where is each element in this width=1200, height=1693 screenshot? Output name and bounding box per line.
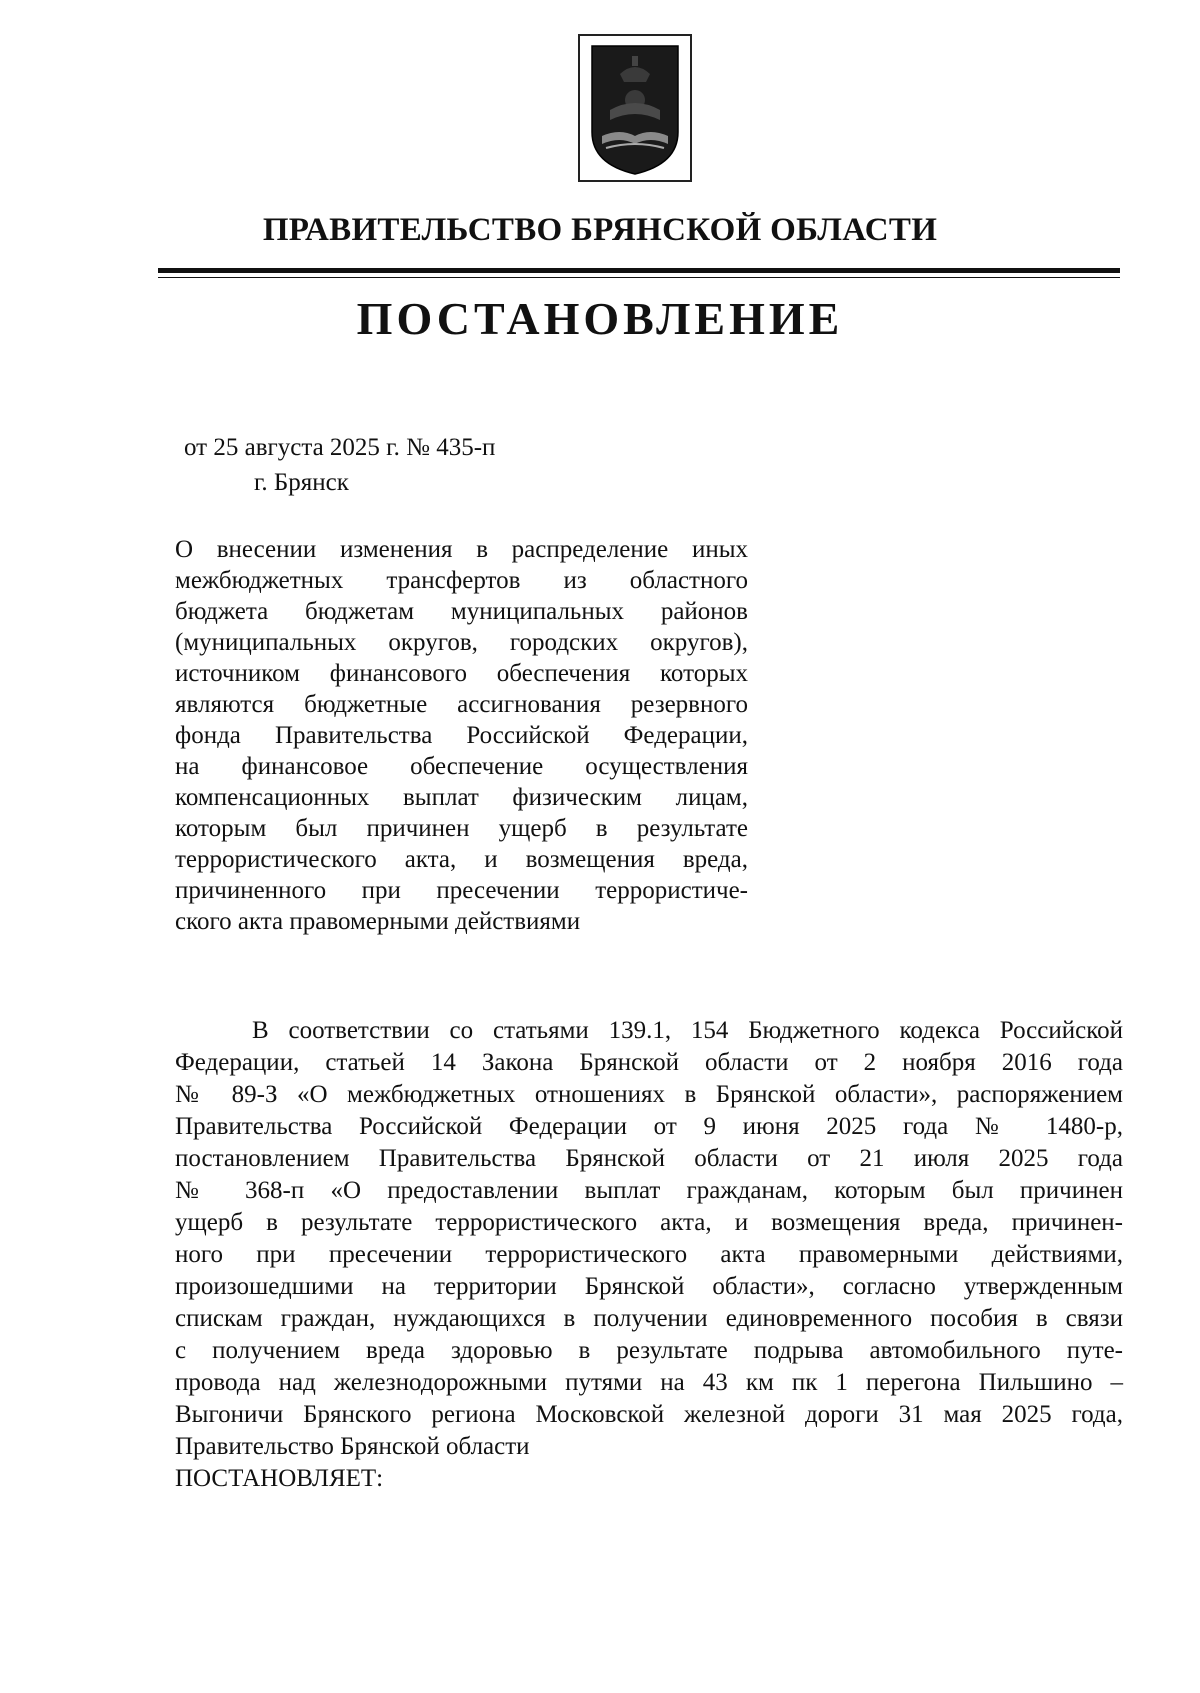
subject-line: бюджета бюджетам муниципальных районов	[175, 598, 748, 625]
subject-line: фонда Правительства Российской Федерации,	[175, 722, 748, 749]
body-line: спискам граждан, нуждающихся в получении единовременного пособия в связи	[175, 1305, 1123, 1332]
subject-line: которым был причинен ущерб в результате	[175, 815, 748, 842]
body-line: ущерб в результате террористического акта, и возмещения вреда, причинен-	[175, 1209, 1123, 1236]
document-body	[175, 1015, 1123, 1495]
subject-line: террористического акта, и возмещения вреда,	[175, 846, 748, 873]
subject-line: О внесении изменения в распределение иных	[175, 536, 748, 563]
document-subject	[175, 534, 748, 937]
body-line: провода над железнодорожными путями на 43 км пк 1 перегона Пильшино –	[175, 1369, 1123, 1396]
city-name: г. Брянск	[254, 469, 349, 496]
body-line: Правительства Российской Федерации от 9 июня 2025 года № 1480-р,	[175, 1113, 1123, 1140]
body-line: Выгоничи Брянского региона Московской железной дороги 31 мая 2025 года,	[175, 1401, 1123, 1428]
subject-line: источником финансового обеспечения которых	[175, 660, 748, 687]
body-line: Правительство Брянской области	[175, 1433, 530, 1460]
document-type-title: ПОСТАНОВЛЕНИЕ	[356, 293, 844, 344]
subject-line: являются бюджетные ассигнования резервного	[175, 691, 748, 718]
subject-line: ского акта правомерными действиями	[175, 908, 581, 935]
bryansk-coat-of-arms-icon	[580, 36, 690, 180]
subject-line: (муниципальных округов, городских округов),	[175, 629, 748, 656]
coat-of-arms-emblem	[578, 34, 692, 182]
body-line: с получением вреда здоровью в результате подрыва автомобильного путе-	[175, 1337, 1123, 1364]
body-line: № 89-З «О межбюджетных отношениях в Брянской области», распоряжением	[175, 1081, 1123, 1108]
subject-line: на финансовое обеспечение осуществления	[175, 753, 748, 780]
body-line: № 368-п «О предоставлении выплат гражданам, которым был причинен	[175, 1177, 1123, 1204]
subject-line: межбюджетных трансфертов из областного	[175, 567, 748, 594]
government-name: ПРАВИТЕЛЬСТВО БРЯНСКОЙ ОБЛАСТИ	[262, 212, 938, 248]
date-and-number: от 25 августа 2025 г. № 435-п	[184, 434, 496, 461]
resolution-word: ПОСТАНОВЛЯЕТ:	[175, 1465, 384, 1492]
subject-line: компенсационных выплат физическим лицам,	[175, 784, 748, 811]
body-line: ного при пресечении террористического акта правомерными действиями,	[175, 1241, 1123, 1268]
header-divider-thick	[158, 268, 1120, 273]
body-line: произошедшими на территории Брянской области», согласно утвержденным	[175, 1273, 1123, 1300]
body-line: Федерации, статьей 14 Закона Брянской области от 2 ноября 2016 года	[175, 1049, 1123, 1076]
header-divider-thin	[158, 277, 1120, 278]
body-line: постановлением Правительства Брянской области от 21 июля 2025 года	[175, 1145, 1123, 1172]
subject-line: причиненного при пресечении террористиче-	[175, 877, 748, 904]
body-line: В соответствии со статьями 139.1, 154 Бюджетного кодекса Российской	[252, 1017, 1123, 1044]
